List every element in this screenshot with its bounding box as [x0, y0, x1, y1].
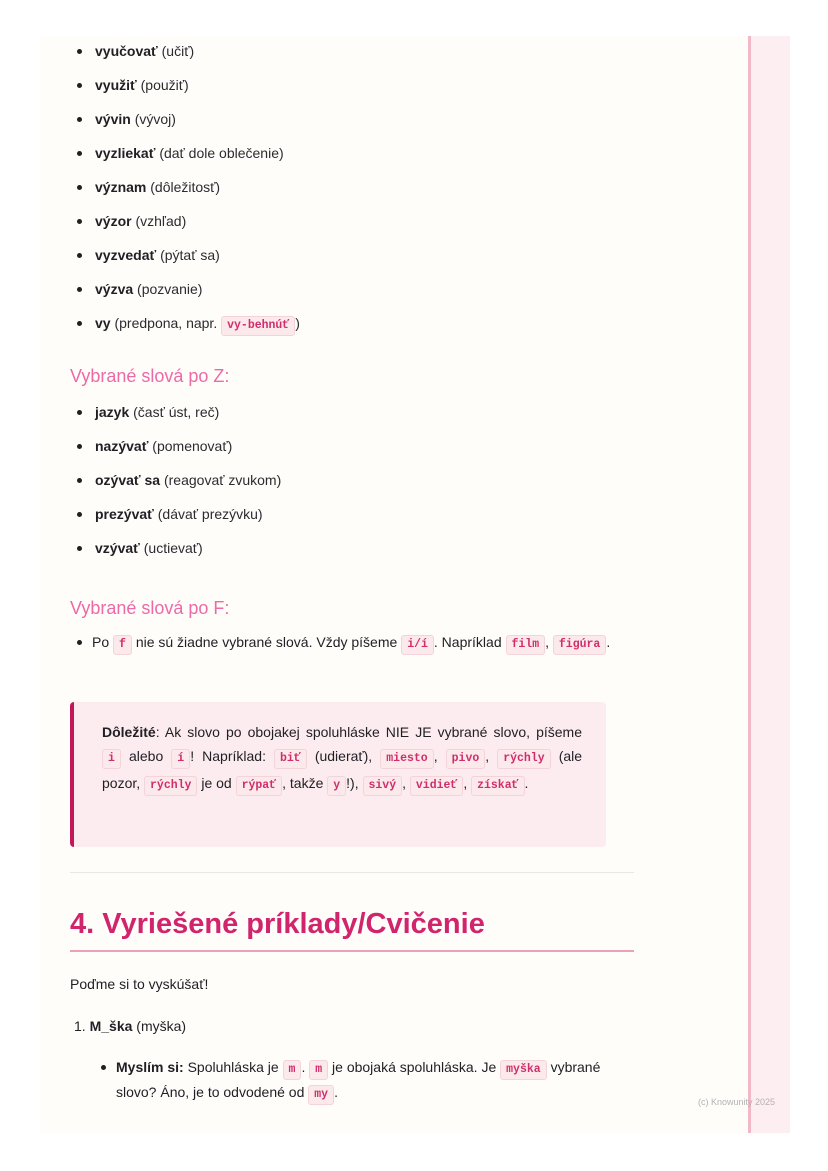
- text: .: [334, 1084, 338, 1100]
- copyright-footer: (c) Knowunity 2025: [697, 1097, 775, 1107]
- list-item: [70, 138, 634, 172]
- example-item: [74, 1016, 186, 1036]
- definition: (predpona, napr.: [114, 315, 218, 331]
- list-vybrane-slova-y: [70, 36, 634, 342]
- code-snippet: y: [327, 776, 346, 796]
- list-item: [70, 397, 634, 431]
- callout-label: Dôležité: [102, 724, 156, 740]
- code-snippet: myška: [500, 1060, 547, 1080]
- code-snippet: í: [171, 749, 190, 769]
- definition: (pomenovať): [152, 438, 233, 454]
- text: .: [606, 634, 611, 650]
- code-snippet: získať: [471, 776, 524, 796]
- definition: (vzhľad): [135, 213, 187, 229]
- code-snippet: miesto: [380, 749, 433, 769]
- definition-end: ): [295, 315, 300, 331]
- intro-text: Poďme si to vyskúšať!: [70, 976, 209, 992]
- list-item: [70, 533, 634, 567]
- term: využiť: [95, 77, 137, 93]
- code-snippet: m: [283, 1060, 302, 1080]
- subheading-z: Vybrané slová po Z:: [70, 366, 230, 386]
- text: ! Napríklad:: [190, 748, 266, 764]
- right-margin-stripe: [748, 36, 790, 1133]
- code-snippet: f: [113, 635, 132, 655]
- term: vzývať: [95, 540, 140, 556]
- term: výzor: [95, 213, 132, 229]
- definition: (dôležitosť): [150, 179, 221, 195]
- list-item: [70, 104, 634, 138]
- text: Po: [92, 634, 110, 650]
- text: .: [524, 775, 529, 791]
- text: nie sú žiadne vybrané slová. Vždy píšeme: [135, 634, 398, 650]
- list-item: [70, 465, 634, 499]
- list-vybrane-slova-z: [70, 397, 634, 567]
- text: , takže: [282, 775, 324, 791]
- definition: (pozvanie): [137, 281, 203, 297]
- document-page: [40, 36, 790, 1133]
- text: je od: [201, 775, 232, 791]
- code-snippet: i/í: [401, 635, 434, 655]
- definition: (pýtať sa): [160, 247, 220, 263]
- code-snippet: rýchly: [497, 749, 550, 769]
- list-item: [70, 70, 634, 104]
- list-item: [70, 274, 634, 308]
- list-item: [70, 172, 634, 206]
- text: ,: [463, 775, 468, 791]
- list-item: [70, 431, 634, 465]
- code-snippet: i: [102, 749, 121, 769]
- text: .: [301, 1059, 306, 1075]
- term: výzva: [95, 281, 134, 297]
- list-item: [70, 499, 634, 533]
- text: alebo: [128, 748, 164, 764]
- code-snippet: film: [506, 635, 546, 655]
- list-item: [70, 308, 634, 342]
- code-snippet: biť: [274, 749, 307, 769]
- term: vyučovať: [95, 43, 158, 59]
- list-item: [70, 240, 634, 274]
- text: ,: [433, 748, 438, 764]
- text: vybrané slovo? Áno, je to odvodené od: [116, 1059, 601, 1100]
- code-snippet: rýchly: [144, 776, 197, 796]
- text: (ale pozor,: [102, 748, 583, 791]
- example-reasoning: [94, 1055, 626, 1105]
- definition: (vývoj): [134, 111, 176, 127]
- definition: (dávať prezývku): [157, 506, 263, 522]
- term: M_ška: [89, 1018, 133, 1034]
- code-snippet: vy-behnúť: [221, 316, 295, 336]
- list-item-f: [70, 630, 634, 655]
- definition: (učiť): [161, 43, 195, 59]
- definition: (dať dole oblečenie): [159, 145, 284, 161]
- text: . Napríklad: [433, 634, 502, 650]
- list-item: [70, 206, 634, 240]
- definition: (časť úst, reč): [133, 404, 220, 420]
- text: Spoluhláska je: [187, 1059, 279, 1075]
- term: vyzvedať: [95, 247, 157, 263]
- section-divider: [70, 872, 634, 873]
- text: ,: [402, 775, 406, 791]
- term: ozývať sa: [95, 472, 161, 488]
- definition: (reagovať zvukom): [163, 472, 282, 488]
- code-snippet: my: [308, 1085, 334, 1105]
- text: !),: [346, 775, 359, 791]
- term: jazyk: [95, 404, 130, 420]
- term: význam: [95, 179, 147, 195]
- section-heading: 4. Vyriešené príklady/Cvičenie: [70, 906, 634, 952]
- important-callout: [70, 702, 606, 847]
- code-snippet: figúra: [553, 635, 606, 655]
- code-snippet: pivo: [446, 749, 486, 769]
- text: ,: [545, 634, 549, 650]
- hint: (myška): [136, 1018, 187, 1034]
- text: je obojaká spoluhláska. Je: [332, 1059, 497, 1075]
- list-number: 1.: [74, 1018, 86, 1034]
- definition: (uctievať): [143, 540, 203, 556]
- definition: (použiť): [140, 77, 189, 93]
- term: nazývať: [95, 438, 149, 454]
- text: ,: [485, 748, 490, 764]
- code-snippet: m: [309, 1060, 328, 1080]
- code-snippet: vidieť: [410, 776, 463, 796]
- term: vývin: [95, 111, 131, 127]
- term: vyzliekať: [95, 145, 156, 161]
- code-snippet: rýpať: [236, 776, 283, 796]
- list-item: [70, 36, 634, 70]
- reasoning-label: Myslím si:: [116, 1059, 184, 1075]
- text: (udierať),: [314, 748, 373, 764]
- subheading-f: Vybrané slová po F:: [70, 598, 230, 618]
- term: vy: [95, 315, 111, 331]
- code-snippet: sivý: [363, 776, 403, 796]
- term: prezývať: [95, 506, 154, 522]
- text: : Ak slovo po obojakej spoluhláske NIE JE vybrané slovo, píšeme: [155, 724, 582, 740]
